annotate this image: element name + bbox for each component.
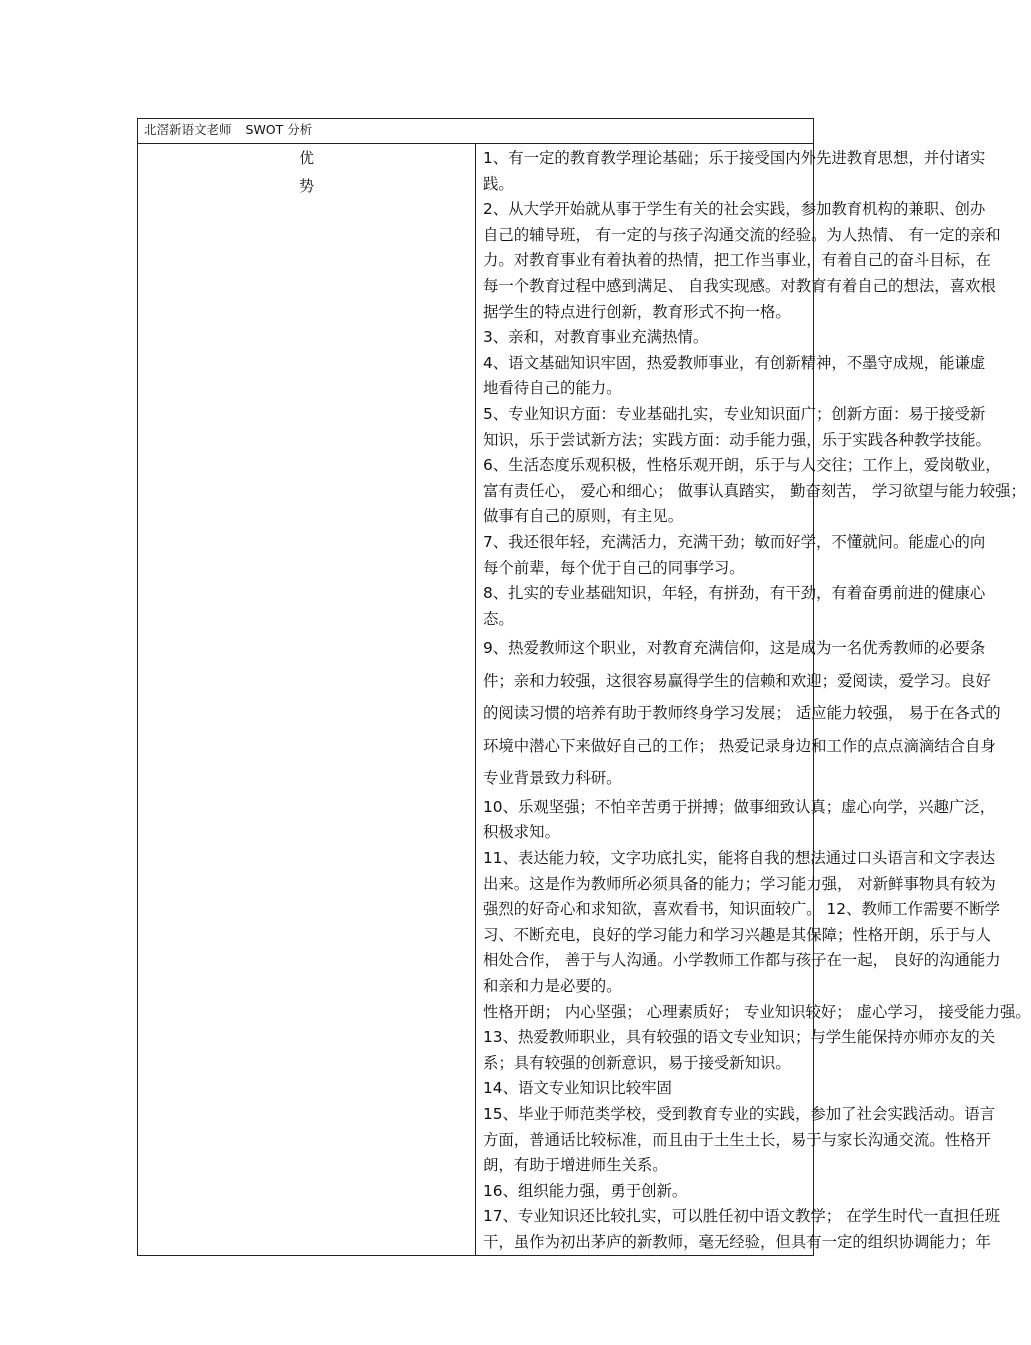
paragraph-line: 知识，乐于尝试新方法；实践方面：动手能力强，乐于实践各种教学技能。 [483,430,991,449]
paragraph-line: 习、不断充电，良好的学习能力和学习兴趣是其保障；性格开朗，乐于与人 [483,925,991,944]
paragraph-line: 6、生活态度乐观积极，性格乐观开朗，乐于与人交往；工作上，爱岗敬业， [483,456,1001,475]
strength-paragraph [483,351,986,402]
strength-paragraph [483,1102,996,1179]
strength-paragraph [483,1000,1031,1026]
strength-paragraph [483,453,1026,530]
paragraph-line: 环境中潜心下来做好自己的工作； 热爱记录身边和工作的点点滴滴结合自身 [483,736,996,755]
section-label-char-2: 势 [298,177,314,195]
paragraph-line: 践。 [483,174,514,193]
section-label-cell [138,144,476,1256]
paragraph-line: 件；亲和力较强，这很容易赢得学生的信赖和欢迎；爱阅读，爱学习。良好 [483,671,991,690]
strength-paragraph [483,1179,811,1205]
paragraph-line: 8、扎实的专业基础知识，年轻，有拼劲，有干劲，有着奋勇前进的健康心 [483,584,986,603]
strengths-content [476,144,1031,1256]
strength-paragraph [483,581,986,632]
paragraph-line: 10、乐观坚强；不怕辛苦勇于拼搏；做事细致认真；虚心向学，兴趣广泛， [483,797,996,816]
paragraph-line: 系；具有较强的创新意识，易于接受新知识。 [483,1053,791,1072]
paragraph-line: 自己的辅导班， 有一定的与孩子沟通交流的经验。为人热情、 有一定的亲和 [483,225,1001,244]
strength-paragraph [483,632,1001,795]
paragraph-line: 14、语文专业知识比较牢固 [483,1079,672,1098]
strength-paragraph [483,402,991,453]
paragraph-line: 干，虽作为初出茅庐的新教师，毫无经验，但具有一定的组织协调能力；年 [483,1232,991,1251]
title-cell [138,119,814,144]
swot-table [137,118,1031,1256]
paragraph-line: 每个前辈，每个优于自己的同事学习。 [483,558,745,577]
paragraph-line: 相处合作， 善于与人沟通。小学教师工作都与孩子在一起， 良好的沟通能力 [483,951,1001,970]
section-label-char-1: 优 [298,149,314,167]
paragraph-line: 5、专业知识方面：专业基础扎实，专业知识面广；创新方面：易于接受新 [483,404,986,423]
paragraph-line: 7、我还很年轻，充满活力，充满干劲；敏而好学，不懂就问。能虚心的向 [483,532,986,551]
paragraph-line: 4、语文基础知识牢固，热爱教师事业，有创新精神，不墨守成规，能谦虚 [483,353,986,372]
paragraph-line: 强烈的好奇心和求知欲，喜欢看书，知识面较广。 12、教师工作需要不断学 [483,900,1000,919]
paragraph-line: 17、专业知识还比较扎实，可以胜任初中语文教学； 在学生时代一直担任班 [483,1207,1000,1226]
strengths-row [138,144,814,1256]
strength-paragraph [483,530,986,581]
paragraph-line: 力。对教育事业有着执着的热情，把工作当事业，有着自己的奋斗目标，在 [483,251,991,270]
paragraph-line: 15、毕业于师范类学校，受到教育专业的实践，参加了社会实践活动。语言 [483,1104,996,1123]
strength-paragraph [483,146,986,197]
title-row [138,119,814,144]
strength-paragraph [483,197,1001,325]
paragraph-line: 积极求知。 [483,823,560,842]
paragraph-line: 的阅读习惯的培养有助于教师终身学习发展； 适应能力较强， 易于在各式的 [483,704,1001,723]
strength-paragraph [483,325,811,351]
paragraph-line: 地看待自己的能力。 [483,379,622,398]
strength-paragraph [483,846,1001,1000]
paragraph-line: 9、热爱教师这个职业，对教育充满信仰，这是成为一名优秀教师的必要条 [483,639,986,658]
paragraph-line: 朗，有助于增进师生关系。 [483,1156,668,1175]
paragraph-line: 1、有一定的教育教学理论基础；乐于接受国内外先进教育思想，并付诸实 [483,149,986,167]
paragraph-line: 16、组织能力强，勇于创新。 [483,1181,688,1200]
paragraph-line: 性格开朗； 内心坚强； 心理素质好； 专业知识较好； 虚心学习， 接受能力强。 [483,1002,1031,1021]
document-title: 北滘新语文老师 [144,122,232,137]
strength-paragraph [483,1025,996,1076]
paragraph-line: 11、表达能力较，文字功底扎实，能将自我的想法通过口头语言和文字表达 [483,848,996,867]
paragraph-line: 每一个教育过程中感到满足、 自我实现感。对教育有着自己的想法，喜欢根 [483,276,996,295]
strength-paragraph [483,1076,811,1102]
paragraph-line: 2、从大学开始就从事于学生有关的社会实践，参加教育机构的兼职、创办 [483,200,986,219]
strength-paragraph [483,795,996,846]
paragraph-line: 态。 [483,609,514,628]
paragraph-line: 据学生的特点进行创新，教育形式不拘一格。 [483,302,791,321]
paragraph-line: 做事有自己的原则，有主见。 [483,507,684,526]
document-subtitle: SWOT 分析 [245,122,313,137]
paragraph-line: 和亲和力是必要的。 [483,976,622,995]
paragraph-line: 方面，普通话比较标准，而且由于土生土长，易于与家长沟通交流。性格开 [483,1130,991,1149]
paragraph-line: 出来。这是作为教师所必须具备的能力；学习能力强， 对新鲜事物具有较为 [483,874,996,893]
paragraph-line: 13、热爱教师职业，具有较强的语文专业知识；与学生能保持亦师亦友的关 [483,1028,996,1047]
paragraph-line: 富有责任心， 爱心和细心； 做事认真踏实， 勤奋刻苦， 学习欲望与能力较强； [483,481,1026,500]
paragraph-line: 专业背景致力科研。 [483,769,622,788]
strength-paragraph [483,1204,1000,1255]
paragraph-line: 3、亲和，对教育事业充满热情。 [483,328,709,347]
